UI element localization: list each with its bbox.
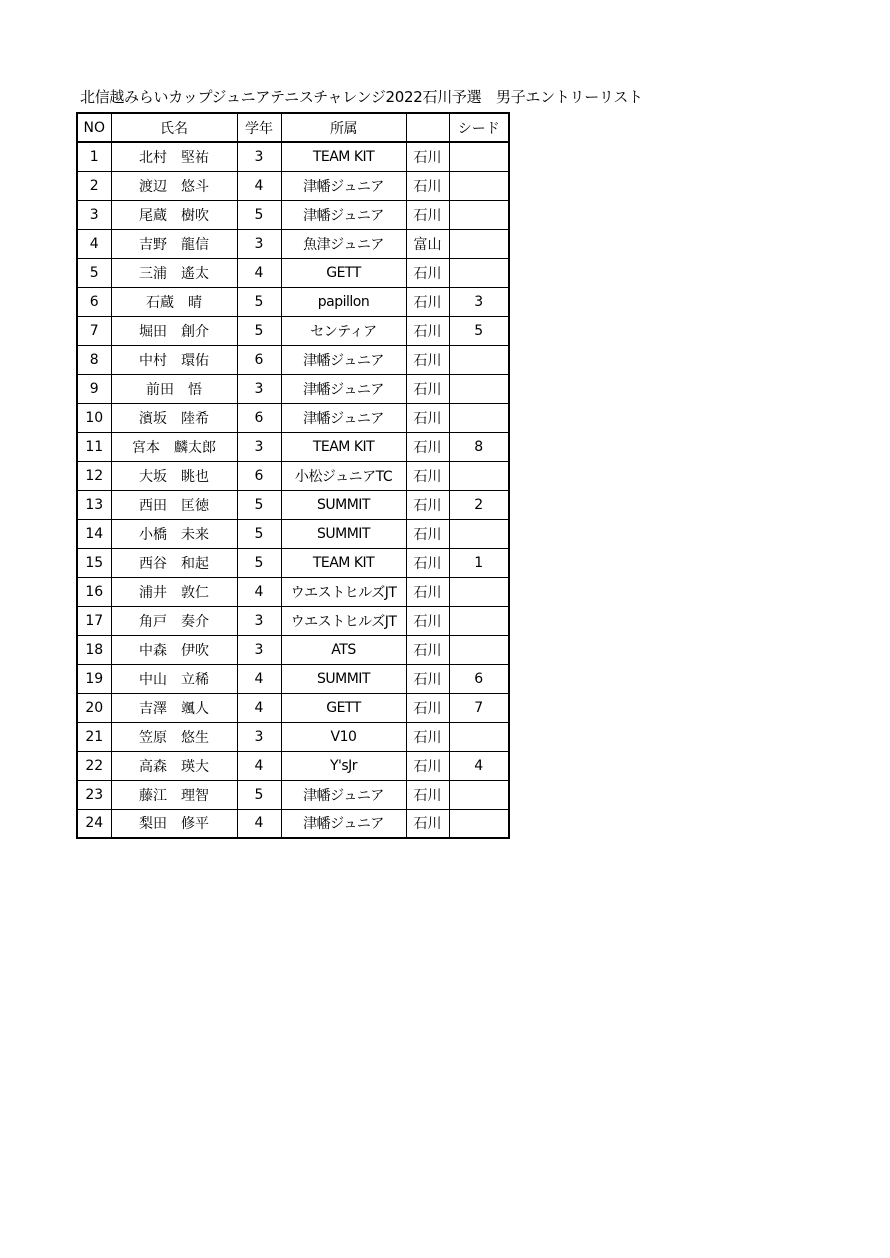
cell-prefecture: 富山 — [406, 229, 449, 258]
cell-player-name: 梨田 修平 — [111, 809, 237, 838]
cell-seed: 5 — [449, 316, 509, 345]
cell-prefecture: 石川 — [406, 490, 449, 519]
cell-club: 小松ジュニアTC — [281, 461, 406, 490]
cell-grade: 3 — [237, 229, 281, 258]
cell-club: センティア — [281, 316, 406, 345]
cell-seed: 6 — [449, 664, 509, 693]
cell-club: Y'sJr — [281, 751, 406, 780]
table-row — [77, 200, 509, 229]
table-row — [77, 751, 509, 780]
cell-no: 12 — [77, 461, 111, 490]
cell-prefecture: 石川 — [406, 577, 449, 606]
cell-club: 津幡ジュニア — [281, 374, 406, 403]
cell-seed — [449, 258, 509, 287]
table-row — [77, 577, 509, 606]
cell-grade: 5 — [237, 548, 281, 577]
table-row — [77, 635, 509, 664]
cell-prefecture: 石川 — [406, 287, 449, 316]
header-name: 氏名 — [111, 113, 237, 142]
entry-table-body — [77, 113, 509, 838]
cell-club: ウエストヒルズJT — [281, 606, 406, 635]
cell-club: GETT — [281, 258, 406, 287]
cell-seed: 4 — [449, 751, 509, 780]
cell-grade: 6 — [237, 403, 281, 432]
cell-seed — [449, 200, 509, 229]
document-title: 北信越みらいカップジュニアテニスチャレンジ2022石川予選 男子エントリーリスト — [80, 88, 643, 106]
table-row — [77, 693, 509, 722]
cell-player-name: 吉澤 颯人 — [111, 693, 237, 722]
table-row — [77, 548, 509, 577]
cell-prefecture: 石川 — [406, 171, 449, 200]
table-row — [77, 374, 509, 403]
cell-grade: 3 — [237, 374, 281, 403]
cell-no: 23 — [77, 780, 111, 809]
cell-prefecture: 石川 — [406, 403, 449, 432]
table-row — [77, 316, 509, 345]
cell-grade: 5 — [237, 490, 281, 519]
cell-player-name: 三浦 遙太 — [111, 258, 237, 287]
cell-prefecture: 石川 — [406, 200, 449, 229]
cell-player-name: 西田 匡徳 — [111, 490, 237, 519]
cell-no: 16 — [77, 577, 111, 606]
table-row — [77, 809, 509, 838]
table-row — [77, 490, 509, 519]
cell-prefecture: 石川 — [406, 432, 449, 461]
cell-grade: 5 — [237, 780, 281, 809]
cell-club: 魚津ジュニア — [281, 229, 406, 258]
cell-seed — [449, 403, 509, 432]
cell-player-name: 中森 伊吹 — [111, 635, 237, 664]
cell-club: 津幡ジュニア — [281, 171, 406, 200]
table-row — [77, 258, 509, 287]
cell-prefecture: 石川 — [406, 548, 449, 577]
cell-club: TEAM KIT — [281, 432, 406, 461]
cell-no: 15 — [77, 548, 111, 577]
cell-seed: 8 — [449, 432, 509, 461]
cell-prefecture: 石川 — [406, 519, 449, 548]
cell-prefecture: 石川 — [406, 809, 449, 838]
cell-player-name: 西谷 和起 — [111, 548, 237, 577]
table-row — [77, 664, 509, 693]
cell-grade: 4 — [237, 171, 281, 200]
cell-grade: 6 — [237, 345, 281, 374]
cell-prefecture: 石川 — [406, 142, 449, 171]
cell-seed — [449, 519, 509, 548]
cell-player-name: 浦井 敦仁 — [111, 577, 237, 606]
cell-grade: 3 — [237, 606, 281, 635]
cell-player-name: 尾蔵 樹吹 — [111, 200, 237, 229]
table-row — [77, 403, 509, 432]
cell-player-name: 堀田 創介 — [111, 316, 237, 345]
cell-seed — [449, 606, 509, 635]
cell-seed: 2 — [449, 490, 509, 519]
cell-club: 津幡ジュニア — [281, 809, 406, 838]
cell-club: 津幡ジュニア — [281, 403, 406, 432]
cell-club: GETT — [281, 693, 406, 722]
cell-no: 17 — [77, 606, 111, 635]
cell-no: 19 — [77, 664, 111, 693]
cell-player-name: 宮本 麟太郎 — [111, 432, 237, 461]
header-prefecture — [406, 113, 449, 142]
cell-grade: 3 — [237, 722, 281, 751]
cell-no: 5 — [77, 258, 111, 287]
cell-grade: 4 — [237, 809, 281, 838]
cell-club: TEAM KIT — [281, 142, 406, 171]
cell-player-name: 藤江 理智 — [111, 780, 237, 809]
table-row — [77, 345, 509, 374]
cell-club: V10 — [281, 722, 406, 751]
cell-seed — [449, 171, 509, 200]
cell-no: 8 — [77, 345, 111, 374]
cell-no: 2 — [77, 171, 111, 200]
cell-no: 14 — [77, 519, 111, 548]
cell-grade: 5 — [237, 287, 281, 316]
cell-player-name: 北村 堅祐 — [111, 142, 237, 171]
table-row — [77, 432, 509, 461]
table-row — [77, 171, 509, 200]
cell-prefecture: 石川 — [406, 664, 449, 693]
cell-grade: 4 — [237, 693, 281, 722]
table-row — [77, 606, 509, 635]
cell-no: 18 — [77, 635, 111, 664]
cell-grade: 5 — [237, 200, 281, 229]
cell-no: 9 — [77, 374, 111, 403]
cell-club: 津幡ジュニア — [281, 780, 406, 809]
cell-seed — [449, 780, 509, 809]
cell-prefecture: 石川 — [406, 693, 449, 722]
cell-grade: 4 — [237, 751, 281, 780]
cell-prefecture: 石川 — [406, 780, 449, 809]
cell-prefecture: 石川 — [406, 751, 449, 780]
table-row — [77, 229, 509, 258]
cell-player-name: 中村 環佑 — [111, 345, 237, 374]
cell-club: SUMMIT — [281, 664, 406, 693]
cell-player-name: 吉野 龍信 — [111, 229, 237, 258]
cell-seed — [449, 577, 509, 606]
cell-grade: 5 — [237, 519, 281, 548]
header-club: 所属 — [281, 113, 406, 142]
cell-seed — [449, 809, 509, 838]
cell-player-name: 中山 立稀 — [111, 664, 237, 693]
cell-seed — [449, 722, 509, 751]
cell-club: ATS — [281, 635, 406, 664]
cell-no: 6 — [77, 287, 111, 316]
cell-no: 21 — [77, 722, 111, 751]
cell-player-name: 角戸 奏介 — [111, 606, 237, 635]
cell-seed — [449, 635, 509, 664]
cell-grade: 4 — [237, 577, 281, 606]
cell-grade: 4 — [237, 258, 281, 287]
cell-no: 22 — [77, 751, 111, 780]
cell-seed: 3 — [449, 287, 509, 316]
cell-no: 10 — [77, 403, 111, 432]
cell-seed — [449, 461, 509, 490]
cell-grade: 3 — [237, 142, 281, 171]
cell-seed — [449, 345, 509, 374]
cell-no: 20 — [77, 693, 111, 722]
table-row — [77, 461, 509, 490]
table-row — [77, 287, 509, 316]
cell-club: SUMMIT — [281, 490, 406, 519]
table-row — [77, 780, 509, 809]
table-row — [77, 722, 509, 751]
cell-club: 津幡ジュニア — [281, 345, 406, 374]
cell-prefecture: 石川 — [406, 345, 449, 374]
cell-no: 1 — [77, 142, 111, 171]
cell-player-name: 高森 瑛大 — [111, 751, 237, 780]
cell-club: 津幡ジュニア — [281, 200, 406, 229]
cell-club: ウエストヒルズJT — [281, 577, 406, 606]
cell-prefecture: 石川 — [406, 258, 449, 287]
cell-player-name: 小橋 未来 — [111, 519, 237, 548]
cell-grade: 6 — [237, 461, 281, 490]
cell-player-name: 大坂 眺也 — [111, 461, 237, 490]
cell-no: 11 — [77, 432, 111, 461]
cell-no: 13 — [77, 490, 111, 519]
cell-prefecture: 石川 — [406, 316, 449, 345]
cell-grade: 3 — [237, 635, 281, 664]
cell-club: SUMMIT — [281, 519, 406, 548]
cell-seed: 1 — [449, 548, 509, 577]
cell-player-name: 渡辺 悠斗 — [111, 171, 237, 200]
cell-club: TEAM KIT — [281, 548, 406, 577]
cell-no: 7 — [77, 316, 111, 345]
cell-player-name: 石蔵 晴 — [111, 287, 237, 316]
cell-club: papillon — [281, 287, 406, 316]
cell-seed — [449, 142, 509, 171]
cell-prefecture: 石川 — [406, 374, 449, 403]
cell-prefecture: 石川 — [406, 461, 449, 490]
cell-prefecture: 石川 — [406, 722, 449, 751]
cell-seed — [449, 374, 509, 403]
cell-grade: 4 — [237, 664, 281, 693]
cell-player-name: 前田 悟 — [111, 374, 237, 403]
header-no: NO — [77, 113, 111, 142]
cell-grade: 3 — [237, 432, 281, 461]
cell-player-name: 濱坂 陸希 — [111, 403, 237, 432]
table-row — [77, 519, 509, 548]
table-row — [77, 142, 509, 171]
cell-prefecture: 石川 — [406, 606, 449, 635]
header-grade: 学年 — [237, 113, 281, 142]
cell-seed — [449, 229, 509, 258]
cell-player-name: 笠原 悠生 — [111, 722, 237, 751]
cell-no: 3 — [77, 200, 111, 229]
header-seed: シード — [449, 113, 509, 142]
cell-grade: 5 — [237, 316, 281, 345]
table-header-row — [77, 113, 509, 142]
cell-no: 24 — [77, 809, 111, 838]
cell-seed: 7 — [449, 693, 509, 722]
cell-prefecture: 石川 — [406, 635, 449, 664]
cell-no: 4 — [77, 229, 111, 258]
entry-list-table — [76, 112, 510, 839]
